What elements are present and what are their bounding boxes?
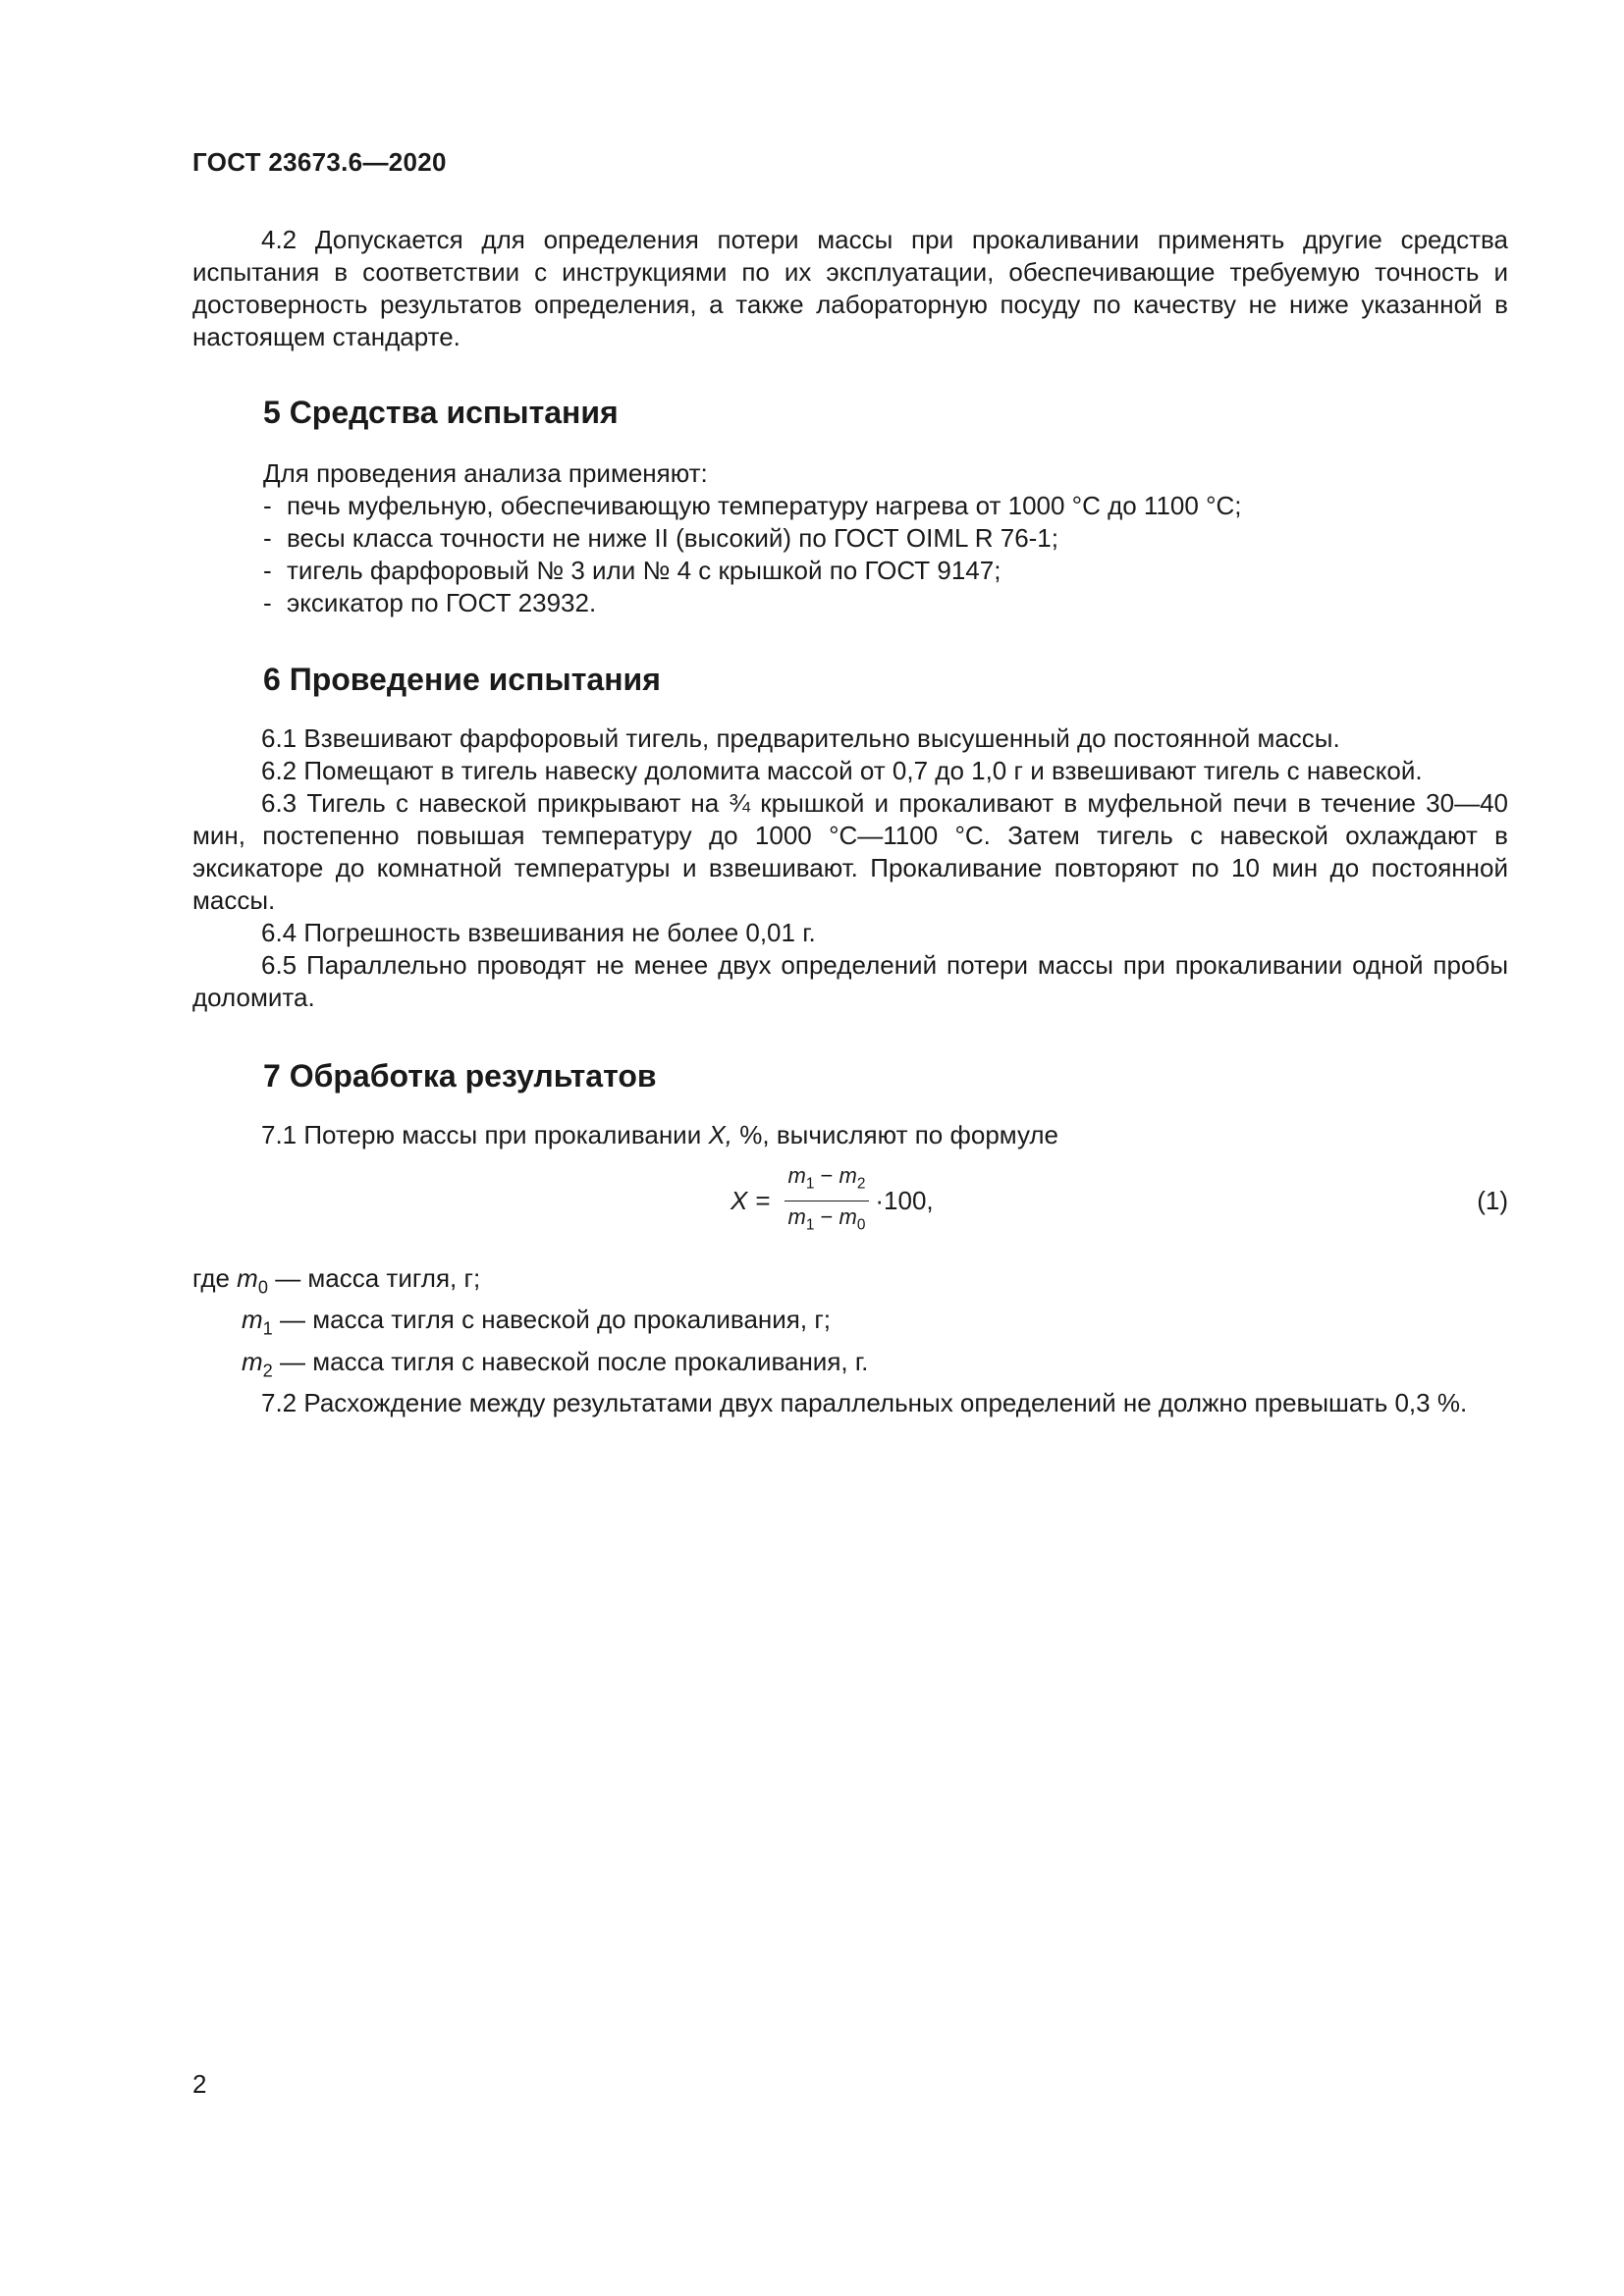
document-header: ГОСТ 23673.6—2020 — [192, 147, 447, 177]
formula — [731, 1163, 934, 1235]
document-page — [192, 0, 1508, 2296]
paragraph-4-2-block — [192, 224, 1508, 353]
formula-lhs: X — [731, 1185, 748, 1215]
paragraph-6-3: 6.3 Тигель с навеской прикрывают на ¾ крышкой и прокаливают в муфельной печи в течение 30—40 мин, постепенно повышая температуру до 1000 °С—1100 °С. Затем тигель с навеской охлаждают в эксикаторе до комнатной температуры и взвешивают. Прокаливание повторяют по 10 мин до постоянной массы. — [192, 788, 1508, 915]
page-number: 2 — [192, 2069, 207, 2099]
section-7-title: 7 Обработка результатов — [263, 1058, 657, 1094]
paragraph-6-2: 6.2 Помещают в тигель навеску доломита массой от 0,7 до 1,0 г и взвешивают тигель с навеской. — [261, 756, 1423, 785]
formula-fraction — [785, 1162, 870, 1239]
formula-numerator: $m_1 - m_2$ — [785, 1162, 870, 1201]
formula-tail: ·100, — [875, 1185, 934, 1215]
paragraph-7-2: 7.2 Расхождение между результатами двух параллельных определений не должно превышать 0,3 %. — [261, 1388, 1468, 1418]
equation-number: (1) — [1477, 1186, 1508, 1215]
list-item: - весы класса точности не ниже II (высокий) по ГОСТ OIML R 76-1; — [263, 523, 1058, 553]
list-item: - тигель фарфоровый № 3 или № 4 с крышкой по ГОСТ 9147; — [263, 556, 1001, 585]
formula-row — [192, 1163, 1508, 1235]
legend-line-m2: $m_2$ — масса тигля с навеской после прокаливания, г. — [242, 1346, 869, 1381]
section-6-title: 6 Проведение испытания — [263, 662, 661, 697]
section-5-intro: Для проведения анализа применяют: — [263, 458, 708, 488]
section-5-body — [192, 457, 1508, 619]
paragraph-6-5: 6.5 Параллельно проводят не менее двух определений потери массы при прокаливании одной пробы доломита. — [192, 950, 1508, 1012]
paragraph-7-1: 7.1 Потерю массы при прокаливании X, %, вычисляют по формуле — [261, 1120, 1059, 1149]
paragraph-7-1-block — [192, 1119, 1508, 1151]
formula-legend — [192, 1262, 1508, 1419]
paragraph-6-1: 6.1 Взвешивают фарфоровый тигель, предварительно высушенный до постоянной массы. — [261, 723, 1340, 753]
formula-denominator: $m_1 - m_0$ — [787, 1203, 866, 1233]
legend-line-m1: $m_1$ — масса тигля с навеской до прокаливания, г; — [242, 1305, 832, 1339]
section-6-body — [192, 722, 1508, 1014]
paragraph-4-2: 4.2 Допускается для определения потери массы при прокаливании применять другие средства испытания в соответствии с инструкциями по их эксплуатации, обеспечивающие требуемую точность и достоверность результатов определения, а также лабораторную посуду по качеству не ниже указанной в настоящем стандарте. — [192, 225, 1508, 351]
formula-equals: = — [755, 1185, 771, 1215]
legend-line-m0: где $m_0$ — масса тигля, г; — [192, 1263, 481, 1298]
paragraph-6-4: 6.4 Погрешность взвешивания не более 0,01 г. — [261, 918, 816, 947]
list-item: - эксикатор по ГОСТ 23932. — [263, 588, 597, 617]
list-item: - печь муфельную, обеспечивающую температуру нагрева от 1000 °С до 1100 °С; — [263, 491, 1242, 520]
section-5-title: 5 Средства испытания — [263, 395, 619, 430]
